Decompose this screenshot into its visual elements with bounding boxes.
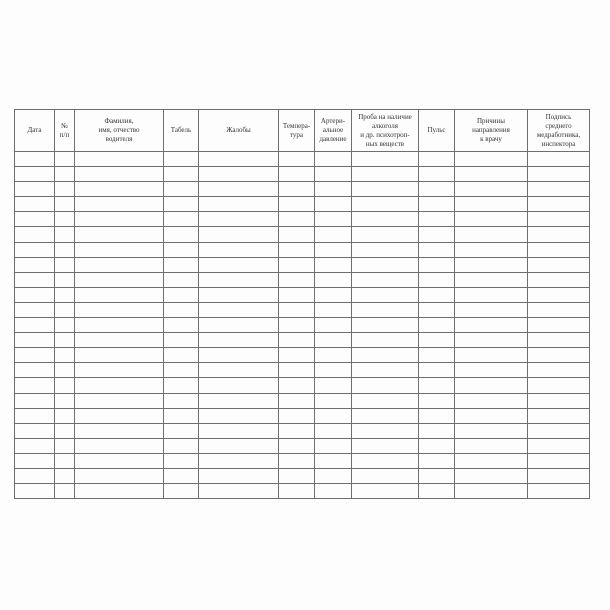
table-cell[interactable]: [352, 484, 419, 499]
table-cell[interactable]: [75, 423, 164, 438]
table-cell[interactable]: [352, 408, 419, 423]
table-cell[interactable]: [199, 438, 279, 453]
table-cell[interactable]: [419, 363, 455, 378]
table-row: [15, 423, 590, 438]
table-cell[interactable]: [315, 212, 352, 227]
table-cell[interactable]: [164, 212, 199, 227]
table-cell[interactable]: [75, 408, 164, 423]
table-cell[interactable]: [419, 348, 455, 363]
table-row: [15, 333, 590, 348]
table-row: [15, 468, 590, 483]
table-cell[interactable]: [199, 423, 279, 438]
table-cell[interactable]: [315, 408, 352, 423]
table-cell[interactable]: [528, 348, 590, 363]
table-cell[interactable]: [279, 212, 315, 227]
table-cell[interactable]: [455, 333, 528, 348]
table-cell[interactable]: [279, 423, 315, 438]
table-cell[interactable]: [15, 152, 55, 167]
table-row: [15, 438, 590, 453]
table-cell[interactable]: [455, 393, 528, 408]
table-cell[interactable]: [15, 438, 55, 453]
table-cell[interactable]: [455, 227, 528, 242]
table-cell[interactable]: [315, 302, 352, 317]
medical-exam-log-table: [14, 109, 590, 499]
table-cell[interactable]: [419, 318, 455, 333]
table-cell[interactable]: [164, 167, 199, 182]
table-cell[interactable]: [75, 257, 164, 272]
table-cell[interactable]: [352, 182, 419, 197]
table-cell[interactable]: [279, 378, 315, 393]
table-cell[interactable]: [419, 167, 455, 182]
table-cell[interactable]: [528, 227, 590, 242]
table-cell[interactable]: [455, 348, 528, 363]
table-cell[interactable]: [15, 167, 55, 182]
table-row: [15, 393, 590, 408]
table-cell[interactable]: [528, 408, 590, 423]
table-cell[interactable]: [279, 302, 315, 317]
table-cell[interactable]: [164, 333, 199, 348]
table-cell[interactable]: [352, 242, 419, 257]
table-row: [15, 152, 590, 167]
column-header-alcohol-test: Проба на наличие алкоголя и др. психотроп- ных веществ: [352, 110, 419, 152]
table-cell[interactable]: [75, 333, 164, 348]
table-cell[interactable]: [279, 242, 315, 257]
table-cell[interactable]: [419, 468, 455, 483]
table-cell[interactable]: [199, 378, 279, 393]
table-cell[interactable]: [528, 257, 590, 272]
table-cell[interactable]: [15, 197, 55, 212]
table-cell[interactable]: [15, 423, 55, 438]
table-cell[interactable]: [199, 197, 279, 212]
table-cell[interactable]: [164, 302, 199, 317]
table-cell[interactable]: [199, 393, 279, 408]
table-cell[interactable]: [199, 242, 279, 257]
table-cell[interactable]: [199, 152, 279, 167]
table-cell[interactable]: [352, 318, 419, 333]
table-cell[interactable]: [528, 242, 590, 257]
table-cell[interactable]: [279, 468, 315, 483]
table-cell[interactable]: [419, 408, 455, 423]
table-cell[interactable]: [199, 318, 279, 333]
table-row: [15, 257, 590, 272]
table-cell[interactable]: [352, 197, 419, 212]
table-cell[interactable]: [75, 318, 164, 333]
table-cell[interactable]: [15, 484, 55, 499]
table-cell[interactable]: [315, 468, 352, 483]
table-cell[interactable]: [419, 182, 455, 197]
table-cell[interactable]: [164, 438, 199, 453]
table-cell[interactable]: [419, 257, 455, 272]
table-cell[interactable]: [315, 272, 352, 287]
table-cell[interactable]: [55, 393, 75, 408]
table-cell[interactable]: [352, 378, 419, 393]
table-cell[interactable]: [55, 152, 75, 167]
column-header-referral-reasons: Причины направления к врачу: [455, 110, 528, 152]
table-cell[interactable]: [199, 348, 279, 363]
table-cell[interactable]: [279, 287, 315, 302]
table-cell[interactable]: [528, 363, 590, 378]
table-cell[interactable]: [352, 393, 419, 408]
table-cell[interactable]: [199, 257, 279, 272]
table-cell[interactable]: [315, 363, 352, 378]
table-cell[interactable]: [199, 453, 279, 468]
table-cell[interactable]: [528, 197, 590, 212]
table-row: [15, 212, 590, 227]
table-row: [15, 484, 590, 499]
table-cell[interactable]: [279, 408, 315, 423]
table-cell[interactable]: [455, 212, 528, 227]
table-cell[interactable]: [352, 272, 419, 287]
table-cell[interactable]: [279, 152, 315, 167]
table-cell[interactable]: [315, 242, 352, 257]
table-cell[interactable]: [455, 423, 528, 438]
table-cell[interactable]: [55, 197, 75, 212]
table-cell[interactable]: [455, 197, 528, 212]
table-cell[interactable]: [164, 227, 199, 242]
table-cell[interactable]: [55, 167, 75, 182]
table-cell[interactable]: [75, 484, 164, 499]
table-cell[interactable]: [55, 242, 75, 257]
table-cell[interactable]: [315, 423, 352, 438]
column-header-complaints: Жалобы: [199, 110, 279, 152]
table-row: [15, 182, 590, 197]
table-cell[interactable]: [75, 453, 164, 468]
table-cell[interactable]: [279, 197, 315, 212]
table-cell[interactable]: [55, 333, 75, 348]
table-cell[interactable]: [528, 302, 590, 317]
table-cell[interactable]: [15, 333, 55, 348]
table-cell[interactable]: [419, 242, 455, 257]
table-cell[interactable]: [164, 484, 199, 499]
table-cell[interactable]: [455, 167, 528, 182]
table-cell[interactable]: [279, 257, 315, 272]
table-cell[interactable]: [15, 287, 55, 302]
table-cell[interactable]: [419, 197, 455, 212]
table-cell[interactable]: [75, 393, 164, 408]
table-cell[interactable]: [15, 348, 55, 363]
table-cell[interactable]: [455, 302, 528, 317]
table-cell[interactable]: [55, 438, 75, 453]
table-cell[interactable]: [455, 484, 528, 499]
table-cell[interactable]: [455, 468, 528, 483]
table-cell[interactable]: [528, 438, 590, 453]
table-cell[interactable]: [199, 272, 279, 287]
table-cell[interactable]: [164, 363, 199, 378]
table-cell[interactable]: [528, 333, 590, 348]
table-cell[interactable]: [75, 197, 164, 212]
table-cell[interactable]: [55, 484, 75, 499]
table-cell[interactable]: [15, 212, 55, 227]
table-cell[interactable]: [55, 468, 75, 483]
table-cell[interactable]: [352, 468, 419, 483]
table-cell[interactable]: [199, 227, 279, 242]
table-cell[interactable]: [55, 302, 75, 317]
table-cell[interactable]: [352, 363, 419, 378]
table-cell[interactable]: [455, 363, 528, 378]
table-cell[interactable]: [528, 318, 590, 333]
table-cell[interactable]: [15, 468, 55, 483]
table-row: [15, 408, 590, 423]
table-row: [15, 197, 590, 212]
table-cell[interactable]: [352, 287, 419, 302]
table-cell[interactable]: [352, 438, 419, 453]
table-cell[interactable]: [315, 197, 352, 212]
table-cell[interactable]: [75, 182, 164, 197]
table-cell[interactable]: [199, 302, 279, 317]
table-cell[interactable]: [75, 152, 164, 167]
table-cell[interactable]: [528, 468, 590, 483]
table-cell[interactable]: [279, 227, 315, 242]
table-cell[interactable]: [352, 152, 419, 167]
table-cell[interactable]: [15, 408, 55, 423]
table-cell[interactable]: [315, 167, 352, 182]
table-cell[interactable]: [528, 182, 590, 197]
table-cell[interactable]: [455, 453, 528, 468]
table-cell[interactable]: [528, 212, 590, 227]
table-cell[interactable]: [75, 302, 164, 317]
table-cell[interactable]: [419, 212, 455, 227]
table-cell[interactable]: [164, 287, 199, 302]
table-cell[interactable]: [352, 453, 419, 468]
table-cell[interactable]: [55, 348, 75, 363]
table-cell[interactable]: [75, 438, 164, 453]
table-cell[interactable]: [419, 484, 455, 499]
table-cell[interactable]: [279, 438, 315, 453]
table-cell[interactable]: [455, 318, 528, 333]
table-cell[interactable]: [75, 212, 164, 227]
table-cell[interactable]: [455, 438, 528, 453]
table-cell[interactable]: [75, 227, 164, 242]
table-cell[interactable]: [419, 152, 455, 167]
table-cell[interactable]: [164, 197, 199, 212]
table-cell[interactable]: [455, 242, 528, 257]
table-cell[interactable]: [55, 257, 75, 272]
column-header-blood-pressure: Артери- альное давление: [315, 110, 352, 152]
table-cell[interactable]: [528, 453, 590, 468]
table-cell[interactable]: [419, 302, 455, 317]
table-cell[interactable]: [55, 212, 75, 227]
table-cell[interactable]: [528, 167, 590, 182]
column-header-number: № п/п: [55, 110, 75, 152]
table-cell[interactable]: [75, 378, 164, 393]
table-cell[interactable]: [315, 318, 352, 333]
table-cell[interactable]: [15, 302, 55, 317]
table-row: [15, 167, 590, 182]
table-row: [15, 287, 590, 302]
table-cell[interactable]: [164, 378, 199, 393]
table-cell[interactable]: [15, 453, 55, 468]
table-cell[interactable]: [55, 318, 75, 333]
table-cell[interactable]: [55, 363, 75, 378]
table-cell[interactable]: [315, 348, 352, 363]
table-row: [15, 348, 590, 363]
table-cell[interactable]: [75, 242, 164, 257]
table-row: [15, 227, 590, 242]
table-cell[interactable]: [199, 333, 279, 348]
table-cell[interactable]: [199, 484, 279, 499]
table-row: [15, 272, 590, 287]
table-cell[interactable]: [352, 227, 419, 242]
column-header-driver-name: Фамилия, имя, отчество водителя: [75, 110, 164, 152]
table-cell[interactable]: [164, 393, 199, 408]
table-cell[interactable]: [528, 484, 590, 499]
table-cell[interactable]: [352, 302, 419, 317]
table-cell[interactable]: [164, 408, 199, 423]
table-cell[interactable]: [352, 212, 419, 227]
table-cell[interactable]: [352, 333, 419, 348]
table-cell[interactable]: [315, 182, 352, 197]
table-cell[interactable]: [315, 484, 352, 499]
table-cell[interactable]: [315, 378, 352, 393]
table-row: [15, 302, 590, 317]
table-cell[interactable]: [528, 393, 590, 408]
table-cell[interactable]: [352, 257, 419, 272]
table-cell[interactable]: [315, 257, 352, 272]
table-cell[interactable]: [315, 453, 352, 468]
table-cell[interactable]: [199, 363, 279, 378]
table-cell[interactable]: [15, 242, 55, 257]
column-header-signature: Подпись среднего медработника, инспектора: [528, 110, 590, 152]
table-cell[interactable]: [279, 453, 315, 468]
table-cell[interactable]: [455, 408, 528, 423]
table-cell[interactable]: [279, 318, 315, 333]
table-cell[interactable]: [199, 408, 279, 423]
table-cell[interactable]: [164, 468, 199, 483]
table-cell[interactable]: [279, 393, 315, 408]
table-cell[interactable]: [279, 484, 315, 499]
table-row: [15, 453, 590, 468]
table-cell[interactable]: [528, 423, 590, 438]
table-cell[interactable]: [55, 408, 75, 423]
table-cell[interactable]: [315, 438, 352, 453]
table-cell[interactable]: [164, 423, 199, 438]
table-cell[interactable]: [15, 182, 55, 197]
table-cell[interactable]: [199, 212, 279, 227]
table-cell[interactable]: [315, 152, 352, 167]
table-row: [15, 363, 590, 378]
table-cell[interactable]: [75, 468, 164, 483]
table-cell[interactable]: [279, 272, 315, 287]
table-cell[interactable]: [15, 393, 55, 408]
table-cell[interactable]: [419, 453, 455, 468]
table-cell[interactable]: [455, 152, 528, 167]
table-cell[interactable]: [55, 378, 75, 393]
table-cell[interactable]: [419, 438, 455, 453]
table-cell[interactable]: [315, 393, 352, 408]
table-cell[interactable]: [279, 348, 315, 363]
table-cell[interactable]: [15, 272, 55, 287]
table-cell[interactable]: [199, 182, 279, 197]
table-row: [15, 242, 590, 257]
table-cell[interactable]: [528, 378, 590, 393]
table-cell[interactable]: [315, 227, 352, 242]
table-cell[interactable]: [55, 182, 75, 197]
table-cell[interactable]: [55, 287, 75, 302]
header-row: [15, 110, 590, 152]
column-header-date: Дата: [15, 110, 55, 152]
table-cell[interactable]: [199, 167, 279, 182]
table-cell[interactable]: [55, 227, 75, 242]
table-cell[interactable]: [75, 287, 164, 302]
table-cell[interactable]: [419, 423, 455, 438]
table-cell[interactable]: [528, 152, 590, 167]
table-cell[interactable]: [15, 257, 55, 272]
table-cell[interactable]: [419, 393, 455, 408]
table-row: [15, 378, 590, 393]
table-cell[interactable]: [455, 257, 528, 272]
column-header-personnel-id: Табель: [164, 110, 199, 152]
table-cell[interactable]: [75, 348, 164, 363]
table-cell[interactable]: [352, 423, 419, 438]
table-cell[interactable]: [455, 182, 528, 197]
column-header-pulse: Пульс: [419, 110, 455, 152]
table-row: [15, 318, 590, 333]
table-cell[interactable]: [315, 333, 352, 348]
table-cell[interactable]: [455, 287, 528, 302]
table-cell[interactable]: [164, 242, 199, 257]
table-cell[interactable]: [75, 167, 164, 182]
table-cell[interactable]: [352, 167, 419, 182]
table-cell[interactable]: [15, 363, 55, 378]
table-cell[interactable]: [279, 167, 315, 182]
table-cell[interactable]: [455, 378, 528, 393]
table-cell[interactable]: [164, 318, 199, 333]
table-cell[interactable]: [419, 272, 455, 287]
table-cell[interactable]: [528, 272, 590, 287]
table-cell[interactable]: [164, 348, 199, 363]
table-cell[interactable]: [279, 363, 315, 378]
table-cell[interactable]: [199, 287, 279, 302]
table-cell[interactable]: [15, 318, 55, 333]
table-cell[interactable]: [199, 468, 279, 483]
table-cell[interactable]: [55, 453, 75, 468]
table-cell[interactable]: [15, 227, 55, 242]
table-cell[interactable]: [164, 257, 199, 272]
table-cell[interactable]: [352, 348, 419, 363]
table-cell[interactable]: [279, 333, 315, 348]
table-cell[interactable]: [164, 182, 199, 197]
table-cell[interactable]: [75, 272, 164, 287]
table-cell[interactable]: [279, 182, 315, 197]
table-cell[interactable]: [528, 287, 590, 302]
table-cell[interactable]: [419, 333, 455, 348]
table-cell[interactable]: [55, 423, 75, 438]
table-cell[interactable]: [15, 378, 55, 393]
table-cell[interactable]: [315, 287, 352, 302]
table-body: [15, 152, 590, 499]
column-header-temperature: Темпера- тура: [279, 110, 315, 152]
table-cell[interactable]: [455, 272, 528, 287]
table-cell[interactable]: [164, 453, 199, 468]
table-cell[interactable]: [55, 272, 75, 287]
table-cell[interactable]: [419, 287, 455, 302]
table-cell[interactable]: [419, 227, 455, 242]
table-cell[interactable]: [75, 363, 164, 378]
table-cell[interactable]: [419, 378, 455, 393]
table-cell[interactable]: [164, 272, 199, 287]
table-cell[interactable]: [164, 152, 199, 167]
